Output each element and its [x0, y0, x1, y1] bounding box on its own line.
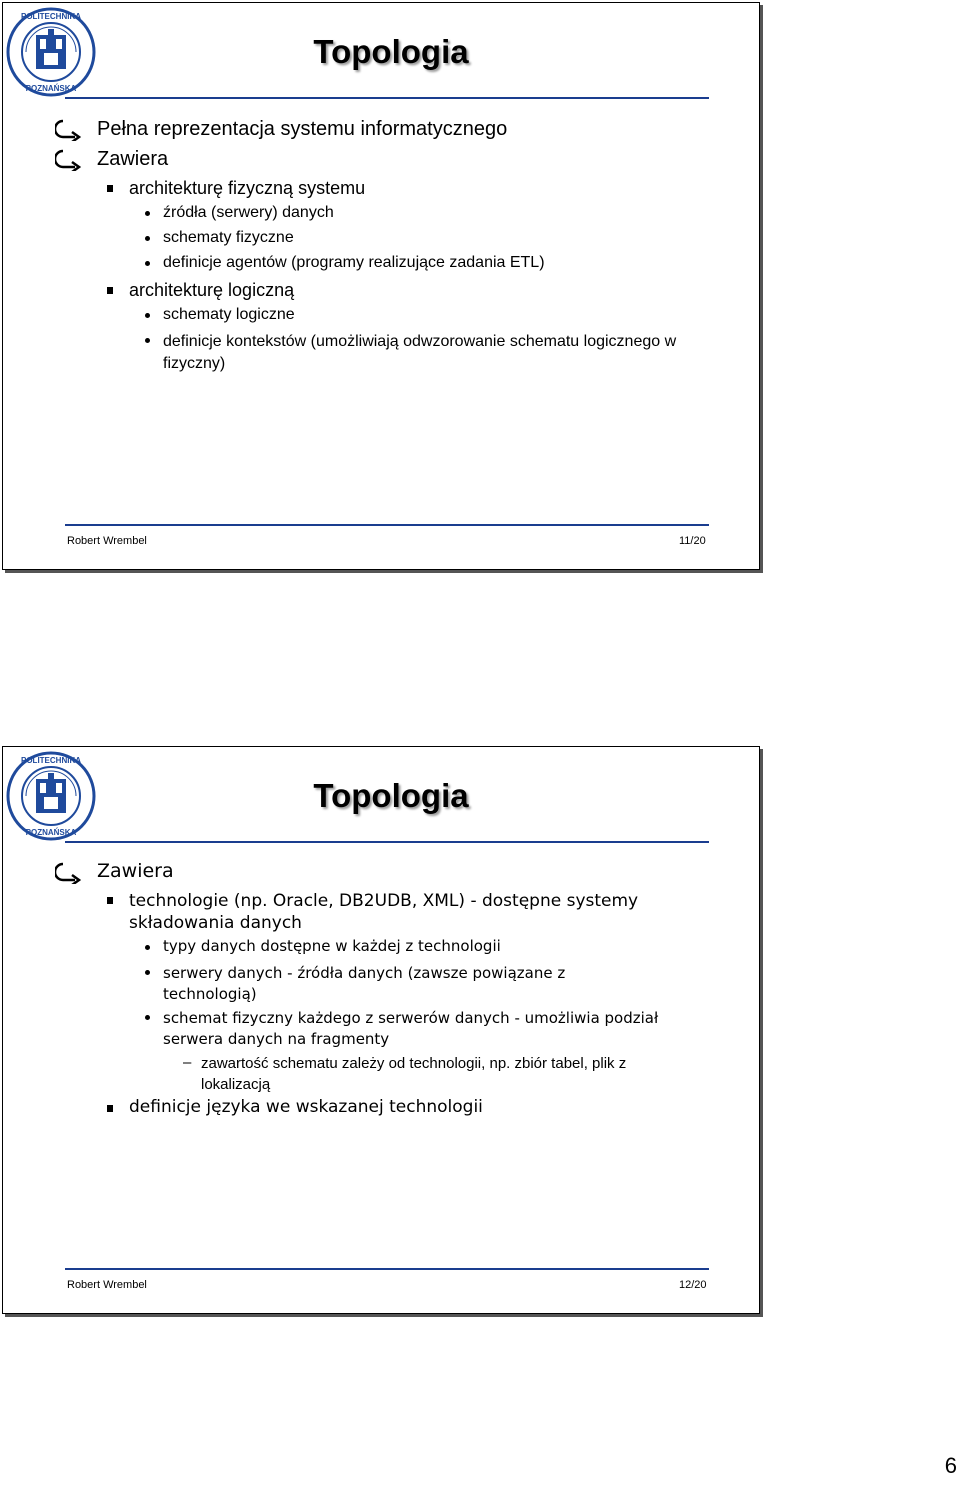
- dash-bullet-icon: –: [183, 1054, 192, 1071]
- bullet-l2: architekturę logiczną: [129, 280, 719, 301]
- dot-bullet-icon: [145, 945, 150, 950]
- bullet-l3: typy danych dostępne w każdej z technologii: [163, 938, 703, 955]
- document-page-number: 6: [944, 1453, 957, 1478]
- dot-bullet-icon: [145, 236, 150, 241]
- footer-page-number: 11/20: [679, 535, 706, 547]
- bullet-l3: schematy fizyczne: [163, 229, 703, 247]
- bullet-l2: definicje języka we wskazanej technologii: [129, 1098, 719, 1118]
- dot-bullet-icon: [145, 970, 150, 975]
- dot-bullet-icon: [145, 313, 150, 318]
- footer-divider: [65, 1268, 709, 1270]
- bullet-l2: architekturę fizyczną systemu: [129, 178, 719, 199]
- arrow-bullet-icon: [55, 860, 85, 884]
- square-bullet-icon: [107, 1105, 113, 1112]
- dot-bullet-icon: [145, 211, 150, 216]
- slide-11: [2, 2, 760, 570]
- svg-text:POLITECHNIKA: POLITECHNIKA: [21, 756, 81, 765]
- arrow-bullet-icon: [55, 147, 85, 171]
- slide-12: [2, 746, 760, 1314]
- dot-bullet-icon: [145, 1015, 150, 1020]
- svg-text:POLITECHNIKA: POLITECHNIKA: [21, 12, 81, 21]
- svg-text:POZNAŃSKA: POZNAŃSKA: [25, 84, 77, 93]
- square-bullet-icon: [107, 185, 113, 192]
- footer-author: Robert Wrembel: [67, 1279, 147, 1291]
- square-bullet-icon: [107, 287, 113, 294]
- bullet-l3: definicje agentów (programy realizujące zadania ETL): [163, 254, 703, 272]
- bullet-l3: serwery danych - źródła danych (zawsze powiązane z technologią): [163, 963, 643, 1005]
- bullet-l3: definicje kontekstów (umożliwiają odwzorowanie schematu logicznego w fizyczny): [163, 331, 693, 375]
- square-bullet-icon: [107, 897, 113, 904]
- slide-title: Topologia: [313, 33, 469, 70]
- bullet-l4: – zawartość schematu zależy od technologii, np. zbiór tabel, plik z lokalizacją: [183, 1054, 627, 1093]
- bullet-l1: Zawiera: [97, 861, 174, 883]
- dot-bullet-icon: [145, 338, 150, 343]
- bullet-l3: źródła (serwery) danych: [163, 204, 703, 222]
- bullet-l3: schemat fizyczny każdego z serwerów danych - umożliwia podział serwera danych na fragmenty: [163, 1008, 683, 1050]
- dot-bullet-icon: [145, 261, 150, 266]
- footer-divider: [65, 524, 709, 526]
- bullet-l1: Zawiera: [97, 148, 168, 171]
- title-divider: [65, 97, 709, 99]
- arrow-bullet-icon: [55, 117, 85, 141]
- footer-page-number: 12/20: [679, 1279, 707, 1291]
- bullet-l1: Pełna reprezentacja systemu informatycznego: [97, 118, 507, 141]
- bullet-l2: technologie (np. Oracle, DB2UDB, XML) - dostępne systemy składowania danych: [129, 890, 709, 934]
- svg-text:POZNAŃSKA: POZNAŃSKA: [25, 828, 77, 837]
- footer-author: Robert Wrembel: [67, 535, 147, 547]
- slide-title: Topologia: [313, 777, 469, 814]
- title-divider: [65, 841, 709, 843]
- bullet-l3: schematy logiczne: [163, 306, 703, 324]
